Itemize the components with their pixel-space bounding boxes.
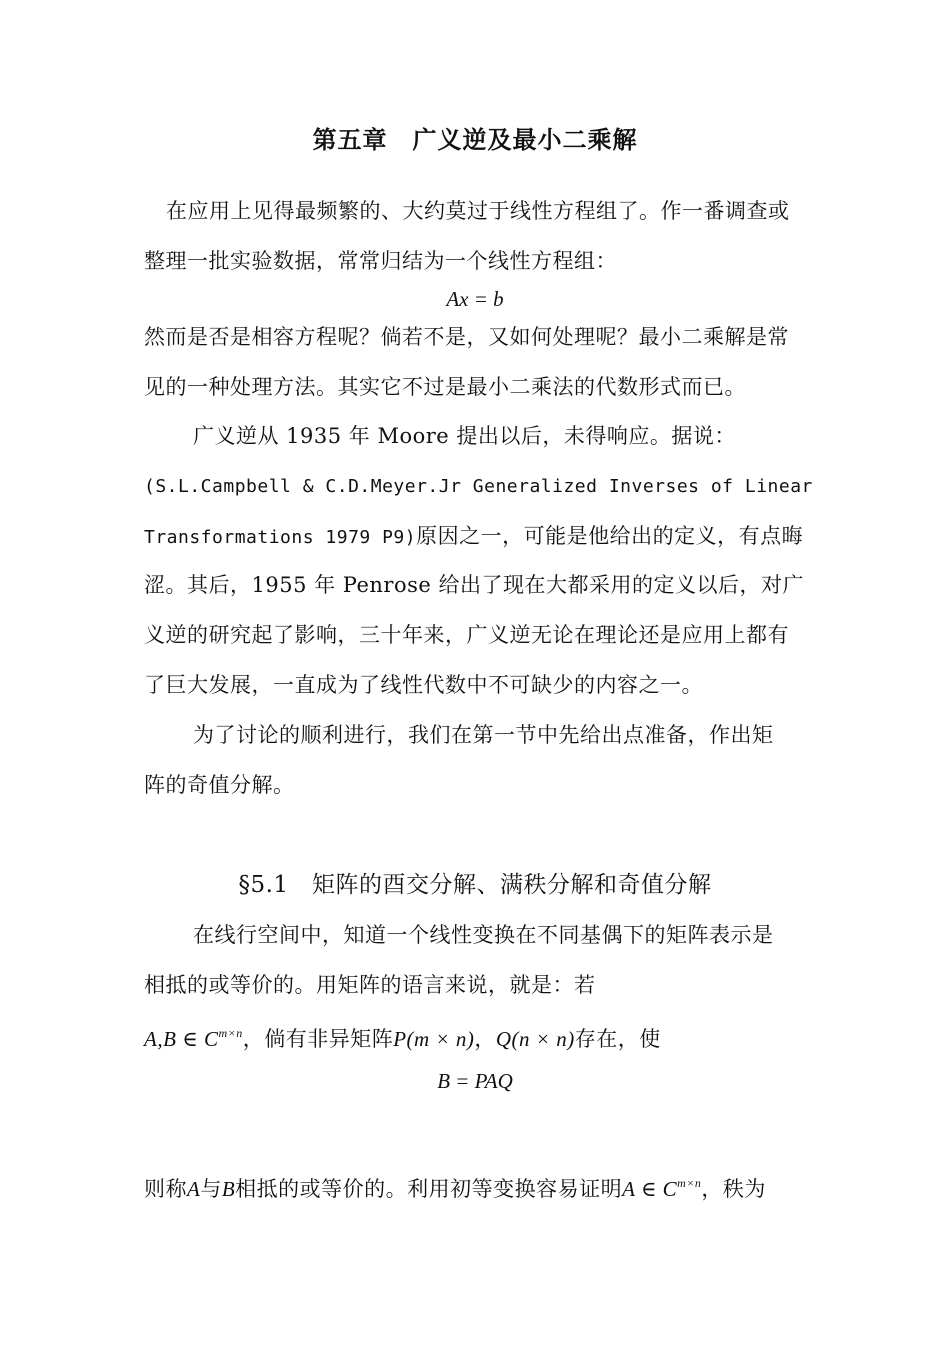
- section-line-1: 在线行空间中，知道一个线性变换在不同基偶下的矩阵表示是: [193, 923, 774, 947]
- intro-line-2: 整理一批实验数据，常常归结为一个线性方程组：: [144, 249, 617, 273]
- math-q-matrix: Q(n × n): [495, 1027, 575, 1051]
- math-b: B: [221, 1177, 236, 1201]
- citation-tail: Transformations 1979 P9): [144, 527, 417, 548]
- history-line-6: 了巨大发展，一直成为了线性代数中不可缺少的内容之一。: [144, 673, 703, 697]
- history-line-3: [144, 521, 803, 553]
- section-line-2: 相抵的或等价的。用矩阵的语言来说，就是：若: [144, 973, 596, 997]
- chapter-title: 第五章 广义逆及最小二乘解: [312, 125, 638, 154]
- prep-line-1: 为了讨论的顺利进行，我们在第一节中先给出点准备，作出矩: [193, 723, 774, 747]
- math-a-b-in-c: A,B ∈ $C^{m\times n}$: [144, 1026, 243, 1051]
- history-line-2: (S.L.Campbell & C.D.Meyer.Jr Generalized Inverses of Linear: [144, 476, 813, 497]
- math-a-in-c: A ∈ $C^{m\times n}$: [622, 1176, 702, 1201]
- math-p-matrix: P(m × n): [393, 1027, 475, 1051]
- history-line-5: 义逆的研究起了影响，三十年来，广义逆无论在理论还是应用上都有: [144, 623, 789, 647]
- history-line-1: 广义逆从 1935 年 Moore 提出以后，未得响应。据说：: [193, 424, 736, 448]
- prep-line-2: 阵的奇值分解。: [144, 773, 295, 797]
- intro-line-4: 见的一种处理方法。其实它不过是最小二乘法的代数形式而已。: [144, 375, 746, 399]
- section-line-4: 则称A与B相抵的或等价的。利用初等变换容易证明A ∈ $C^{m\times n}$，秩为: [144, 1176, 766, 1201]
- math-a: A: [187, 1177, 201, 1201]
- history-line-3-text: 原因之一，可能是他给出的定义，有点晦: [416, 524, 804, 548]
- intro-line-1: 在应用上见得最频繁的、大约莫过于线性方程组了。作一番调查或: [166, 199, 790, 223]
- section-line-3: A,B ∈ $C^{m\times n}$，倘有非异矩阵P(m × n)，Q(n × n)存在，使: [144, 1026, 661, 1051]
- history-line-4: 涩。其后，1955 年 Penrose 给出了现在大都采用的定义以后，对广: [144, 573, 804, 597]
- equation-b-paq: B = PAQ: [437, 1069, 513, 1093]
- section-title: §5.1 矩阵的酉交分解、满秩分解和奇值分解: [238, 872, 712, 898]
- intro-line-3: 然而是否是相容方程呢？倘若不是，又如何处理呢？最小二乘解是常: [144, 325, 789, 349]
- equation-ax-b: Ax = b: [446, 287, 504, 311]
